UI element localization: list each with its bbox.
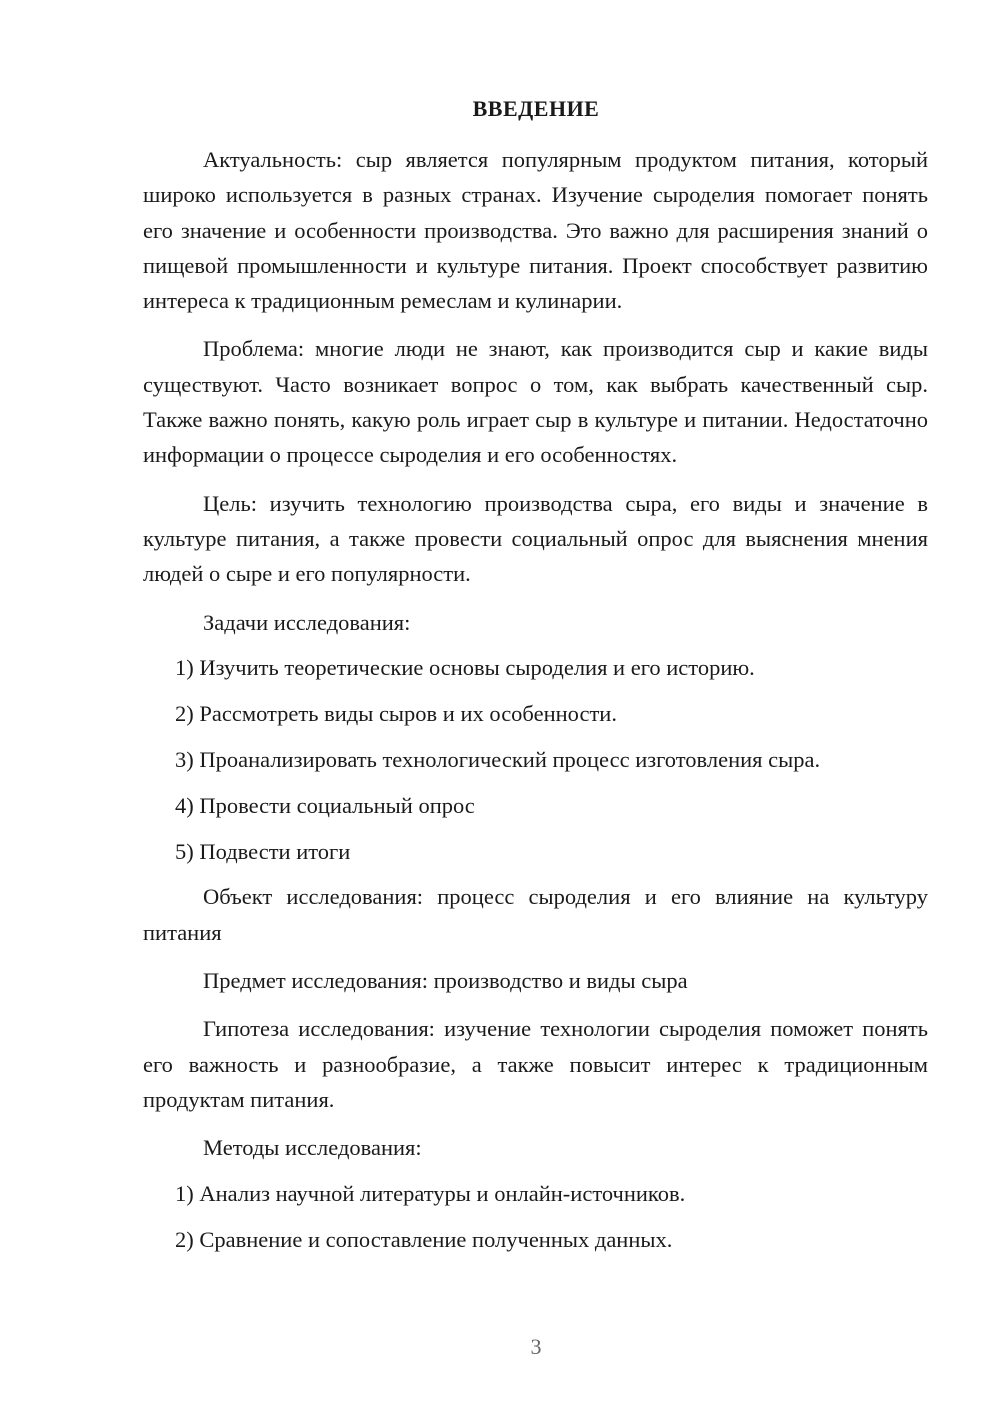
methods-label: Методы исследования: [203,1135,422,1161]
task-item: 1) Изучить теоретические основы сыроделия и его историю. [175,655,755,681]
object-paragraph: Объект исследования: процесс сыроделия и его влияние на культуру питания [143,884,928,945]
relevance-paragraph: Актуальность: сыр является популярным продуктом питания, который широко используется в разных странах. Изучение сыроделия помогает понять его значение и особенности производства. Это важно для расширения знаний о пищевой промышленности и культуре питания. Проект способствует развитию интереса к традиционным ремеслам и кулинарии. [143,147,928,314]
task-item: 3) Проанализировать технологический процесс изготовления сыра. [175,746,821,772]
tasks-label: Задачи исследования: [203,609,411,635]
page-number: 3 [530,1334,542,1359]
goal-paragraph: Цель: изучить технологию производства сыра, его виды и значение в культуре питания, а также провести социальный опрос для выяснения мнения людей о сыре и его популярности. [143,490,928,587]
problem-paragraph: Проблема: многие люди не знают, как производится сыр и какие виды существуют. Часто возникает вопрос о том, как выбрать качественный сыр. Также важно понять, какую роль играет сыр в культуре и питании. Недостаточно информации о процессе сыроделия и его особенностях. [143,336,928,468]
task-item: 4) Провести социальный опрос [175,792,475,818]
methods-list [143,1176,928,1257]
hypothesis-paragraph: Гипотеза исследования: изучение технологии сыроделия поможет понять его важность и разнообразие, а также повысит интерес к традиционным продуктам питания. [143,1016,928,1112]
subject-paragraph: Предмет исследования: производство и виды сыра [203,967,688,993]
method-item: 2) Сравнение и сопоставление полученных данных. [175,1226,673,1252]
tasks-list [143,650,928,868]
method-item: 1) Анализ научной литературы и онлайн-источников. [175,1180,686,1206]
document-body [143,142,928,1268]
task-item: 2) Рассмотреть виды сыров и их особенности. [175,701,617,727]
task-item: 5) Подвести итоги [175,838,351,864]
page-heading: ВВЕДЕНИЕ [472,96,600,121]
